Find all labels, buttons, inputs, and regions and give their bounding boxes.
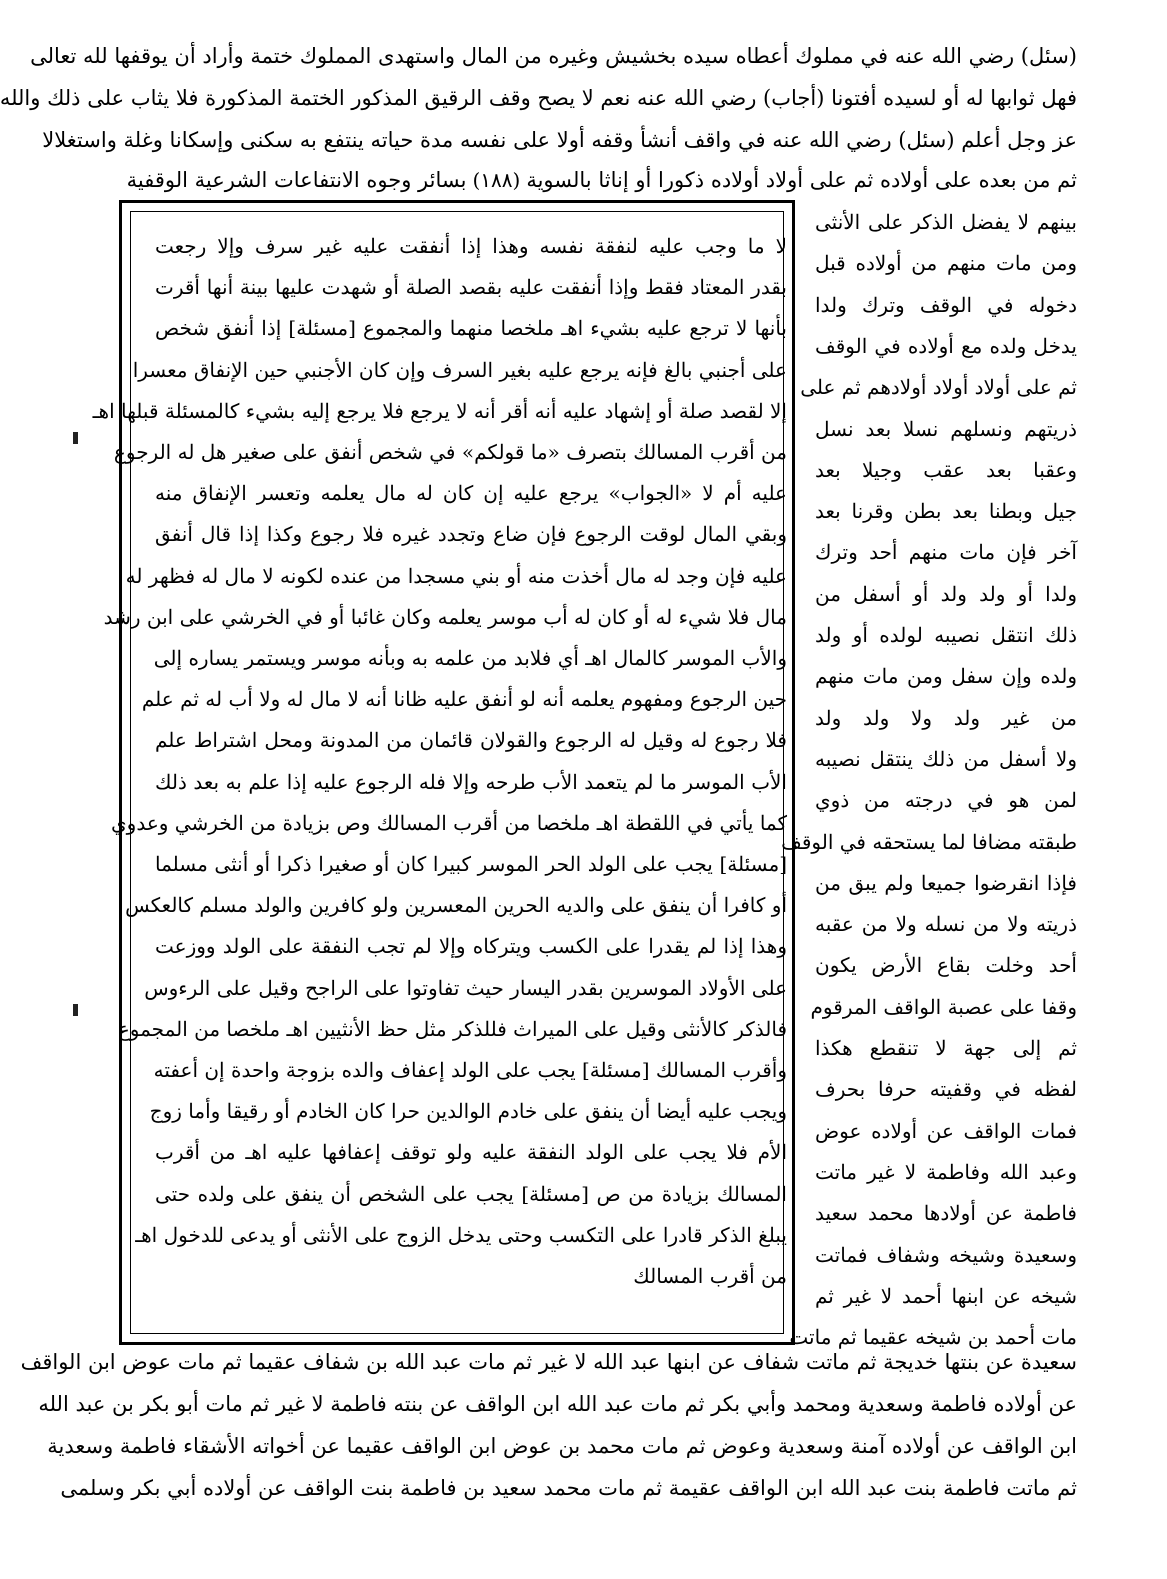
box-text-line: الأب الموسر ما لم يتعمد الأب طرحه وإلا فله الرجوع عليه إذا علم به بعد ذلك [155, 769, 787, 794]
scan-margin-mark [73, 432, 78, 444]
text-line: ثم ماتت فاطمة بنت عبد الله ابن الواقف عقيمة ثم مات محمد سعيد بن فاطمة بنت الواقف عن أولاده أبي بكر وسلمى [60, 1476, 1077, 1500]
box-text-line: حين الرجوع ومفهوم يعلمه أنه لو أنفق عليه ظانا أنه لا مال له ولا أب له ثم علم [141, 687, 787, 712]
side-text-line: دخوله في الوقف وترك ولدا [815, 292, 1077, 317]
text-line: بسائر وجوه الانتفاعات الشرعية الوقفية [126, 168, 467, 192]
side-text-line: ولا أسفل من ذلك ينتقل نصيبه [815, 746, 1077, 771]
box-text-line: يبلغ الذكر قادرا على التكسب وحتى يدخل الزوج على الأنثى أو يدعى للدخول اهـ [135, 1222, 787, 1247]
side-text-line: ذريتهم ونسلهم نسلا بعد نسل [815, 416, 1077, 441]
box-text-line: إلا لقصد صلة أو إشهاد عليه أنه أقر أنه لا يرجع فلا يرجع إليه بشيء كالمسئلة قبلها اهـ [92, 398, 787, 423]
side-text-line: وعبد الله وفاطمة لا غير ماتت [815, 1159, 1077, 1184]
box-text-line: المسالك بزيادة من ص [مسئلة] يجب على الشخص أن ينفق على ولده حتى [155, 1181, 787, 1206]
side-text-line: لمن هو في درجته من ذوي [815, 788, 1077, 813]
side-text-line: طبقته مضافا لما يستحقه في الوقف [781, 829, 1077, 854]
side-text-line: ذلك انتقل نصيبه لولده أو ولد [815, 623, 1077, 647]
side-text-line: شيخه عن ابنها أحمد لا غير ثم [815, 1283, 1077, 1308]
box-text-line: من أقرب المسالك بتصرف «ما قولكم» في شخص أنفق على صغير هل له الرجوع [113, 440, 787, 464]
text-line: ثم من بعده على أولاده ثم على أولاد أولاده ذكورا أو إناثا بالسوية [526, 168, 1077, 192]
box-text-line: مال فلا شيء له أو كان له أب موسر يعلمه وكان غائبا أو في الخرشي على ابن رشد [103, 604, 787, 629]
side-text-line: فاطمة عن أولادها محمد سعيد [815, 1201, 1077, 1226]
side-text-line: لفظه في وقفيته حرفا بحرف [815, 1077, 1077, 1102]
box-text-line: على الأولاد الموسرين بقدر اليسار حيث تفاوتوا على الراجح وقيل على الرءوس [144, 975, 787, 1000]
box-text-line: [مسئلة] يجب على الولد الحر الموسر كبيرا كان أو صغيرا ذكرا أو أنثى مسلما [155, 852, 787, 876]
box-text-line: لا ما وجب عليه لنفقة نفسه وهذا إذا أنفقت عليه غير سرف وإلا رجعت [155, 234, 787, 258]
text-line: عن أولاده فاطمة وسعدية ومحمد وأبي بكر ثم مات عبد الله ابن الواقف عن بنته فاطمة لا غير ثم مات أبو بكر بن عبد الله [38, 1392, 1077, 1416]
box-text-line: الأم فلا يجب على الولد النفقة عليه ولو توقف إعفافها عليه اهـ من أقرب [155, 1140, 787, 1165]
text-line: سعيدة عن بنتها خديجة ثم ماتت شفاف عن ابنها عبد الله لا غير ثم مات عبد الله بن شفاف عقيما ثم مات عوض ابن الواقف [20, 1350, 1077, 1374]
page-number: (١٨٨) [472, 168, 521, 192]
box-text-line: على أجنبي بالغ فإنه يرجع عليه بغير السرف وإن كان الأجنبي حين الإنفاق معسرا [132, 357, 787, 382]
box-text-line: بأنها لا ترجع عليه بشيء اهـ ملخصا منهما والمجموع [مسئلة] إذا أنفق شخص [155, 316, 787, 341]
side-text-line: وعقبا بعد عقب وجيلا بعد [815, 457, 1077, 482]
side-text-line: ثم على أولاد أولاد أولادهم ثم على [800, 375, 1077, 400]
side-text-line: ثم إلى جهة لا تنقطع هكذا [815, 1036, 1077, 1060]
header-line-with-page-number [126, 168, 1077, 204]
side-text-line: ومن مات منهم من أولاده قبل [815, 251, 1077, 276]
box-text-line: بقدر المعتاد فقط وإذا أنفقت عليه بقصد الصلة أو شهدت عليها بينة أنها أقرت [155, 275, 787, 300]
side-text-line: آخر فإن مات منهم أحد وترك [815, 540, 1077, 565]
text-line: (سئل) رضي الله عنه في مملوك أعطاه سيده بخشيش وغيره من المال واستهدى المملوك ختمة وأراد أن يوقفها لله تعالى [30, 44, 1077, 68]
side-text-line: فمات الواقف عن أولاده عوض [815, 1118, 1077, 1143]
side-text-line: بينهم لا يفضل الذكر على الأنثى [815, 210, 1077, 234]
scan-margin-mark [73, 1004, 78, 1016]
side-text-line: ولدا أو ولد ولد أو أسفل من [815, 581, 1077, 606]
side-text-line: وقفا على عصبة الواقف المرقوم [810, 994, 1077, 1019]
box-text-line: كما يأتي في اللقطة اهـ ملخصا من أقرب المسالك وص بزيادة من الخرشي وعدوي [111, 810, 787, 835]
box-text-line: ويجب عليه أيضا أن ينفق على خادم الوالدين حرا كان الخادم أو رقيقا وأما زوج [149, 1099, 787, 1124]
side-text-line: ذريته ولا من نسله ولا من عقبه [815, 912, 1077, 937]
box-text-line: عليه فإن وجد له مال أخذت منه أو بني مسجدا من عنده لكونه لا مال له فظهر له [125, 563, 787, 588]
side-text-line: ولده وإن سفل ومن مات منهم [815, 664, 1077, 689]
side-text-line: يدخل ولده مع أولاده في الوقف [815, 333, 1077, 358]
box-text-line: من أقرب المسالك [633, 1264, 787, 1288]
box-text-line: فلا رجوع له وقيل له الرجوع والقولان قائمان من المدونة ومحل اشتراط علم [155, 728, 787, 753]
box-text-line: وأقرب المسالك [مسئلة] يجب على الولد إعفاف والده بزوجة واحدة إن أعفته [153, 1058, 787, 1082]
side-text-line: مات أحمد بن شيخه عقيما ثم ماتت [789, 1325, 1077, 1350]
side-text-line: جيل وبطنا بعد بطن وقرنا بعد [815, 499, 1077, 524]
side-text-line: أحد وخلت بقاع الأرض يكون [815, 953, 1077, 978]
side-text-line: فإذا انقرضوا جميعا ولم يبق من [815, 870, 1077, 895]
box-text-line: وهذا إذا لم يقدرا على الكسب ويتركاه وإلا لم تجب النفقة على الولد ووزعت [155, 934, 787, 959]
box-text-line: وبقي المال لوقت الرجوع فإن ضاع وتجدد غيره فلا رجوع وكذا إذا قال أنفق [155, 522, 787, 547]
side-text-line: وسعيدة وشيخه وشفاف فماتت [815, 1242, 1077, 1267]
side-text-line: من غير ولد ولا ولد ولد [815, 705, 1077, 730]
box-text-line: فالذكر كالأنثى وقيل على الميراث فللذكر مثل حظ الأنثيين اهـ ملخصا من المجموع [117, 1016, 787, 1041]
box-text-line: أو كافرا أن ينفق على والديه الحرين المعسرين ولو كافرين والولد مسلم كالعكس [125, 893, 787, 918]
text-line: عز وجل أعلم (سئل) رضي الله عنه في واقف أنشأ وقفه أولا على نفسه مدة حياته ينتفع به سكنى وإسكانا وغلة واستغلالا [42, 128, 1077, 152]
text-line: ابن الواقف عن أولاده آمنة وسعدية وعوض ثم مات محمد بن عوض ابن الواقف عقيما عن أخواته الأشقاء فاطمة وسعدية [47, 1434, 1077, 1458]
box-text-line: والأب الموسر كالمال اهـ أي فلابد من علمه به وبأنه موسر ويستمر يساره إلى [153, 646, 787, 670]
text-line: فهل ثوابها له أو لسيده أفتونا (أجاب) رضي الله عنه نعم لا يصح وقف الرقيق المذكور الختمة المذكورة فلا يثاب على ذلك والله [0, 86, 1077, 110]
box-text-line: عليه أم لا «الجواب» يرجع عليه إن كان له مال يعلمه وتعسر الإنفاق منه [155, 481, 787, 506]
